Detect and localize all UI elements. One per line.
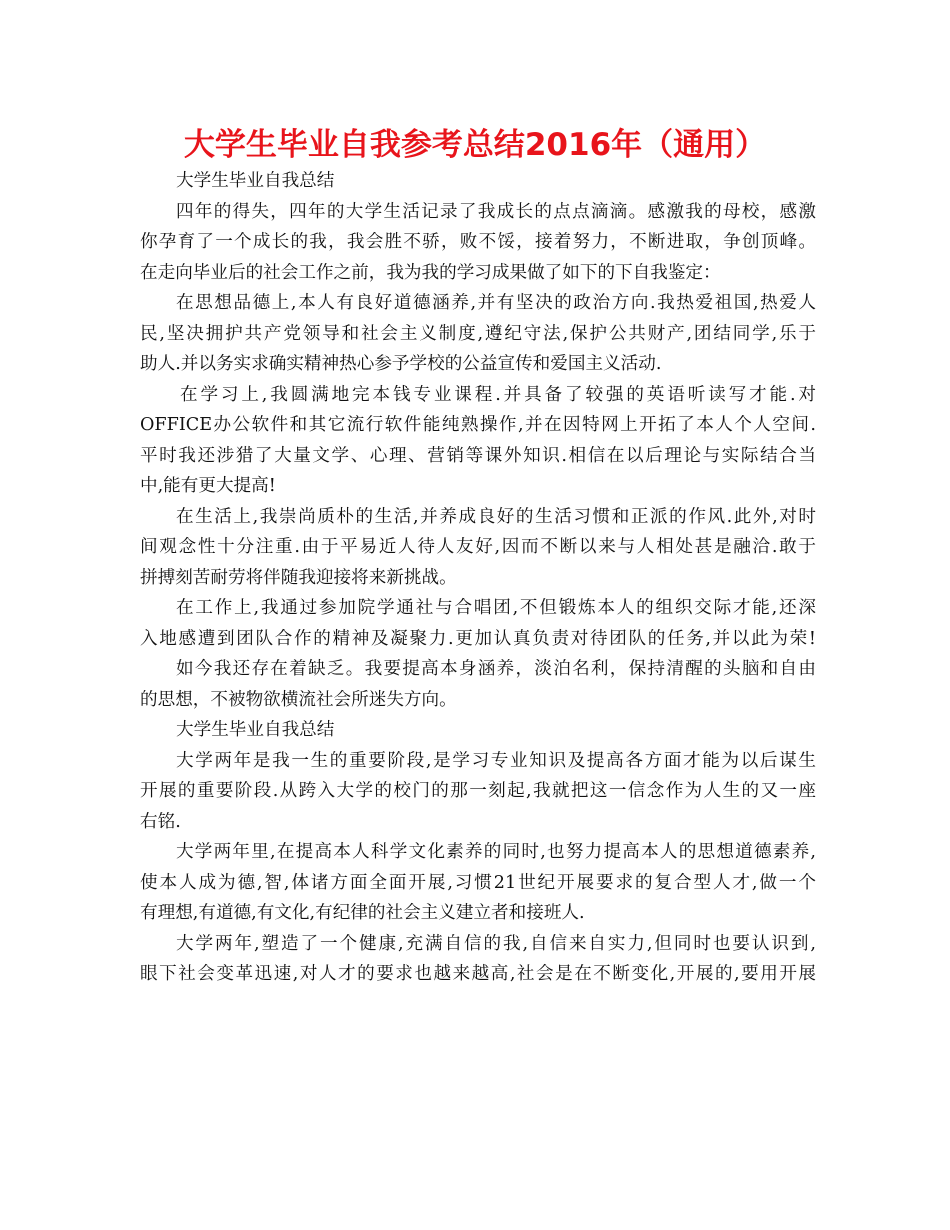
paragraph-line: 大学两年,塑造了一个健康,充满自信的我,自信来自实力,但同时也要认识到, <box>176 933 816 954</box>
paragraph-line: 中,能有更大提高! <box>140 476 276 496</box>
paragraph-line: 在思想品德上,本人有良好道德涵养,并有坚决的政治方向.我热爱祖国,热爱人 <box>176 293 816 313</box>
paragraph-line: 眼下社会变革迅速,对人才的要求也越来越高,社会是在不断变化,开展的,要用开展 <box>140 964 816 984</box>
paragraph-line: 使本人成为德,智,体诸方面全面开展,习惯21世纪开展要求的复合型人才,做一个 <box>140 872 816 893</box>
paragraph-line: 拼搏刻苦耐劳将伴随我迎接将来新挑战。 <box>140 567 457 588</box>
paragraph-line: 的思想，不被物欲横流社会所迷失方向。 <box>140 689 457 710</box>
paragraph-line: 右铭. <box>140 811 181 832</box>
paragraph-line: 在工作上,我通过参加院学通社与合唱团,不但锻炼本人的组织交际才能,还深 <box>176 598 816 618</box>
document-body <box>140 166 816 990</box>
paragraph-line: 民,坚决拥护共产党领导和社会主义制度,遵纪守法,保护公共财产,团结同学,乐于 <box>140 323 816 344</box>
paragraph-line: 在生活上,我崇尚质朴的生活,并养成良好的生活习惯和正派的作风.此外,对时 <box>176 506 816 527</box>
section-heading: 大学生毕业自我总结 <box>176 171 335 191</box>
section-heading: 大学生毕业自我总结 <box>176 720 335 740</box>
paragraph-line: 助人.并以务实求确实精神热心参予学校的公益宣传和爱国主义活动. <box>140 354 662 374</box>
paragraph-line: 大学两年里,在提高本人科学文化素养的同时,也努力提高本人的思想道德素养, <box>176 842 816 862</box>
paragraph-line: 如今我还存在着缺乏。我要提高本身涵养，淡泊名利，保持清醒的头脑和自由 <box>176 659 816 679</box>
paragraph-line: 有理想,有道德,有文化,有纪律的社会主义建立者和接班人. <box>140 903 585 923</box>
paragraph-line: 四年的得失，四年的大学生活记录了我成长的点点滴滴。感激我的母校，感激 <box>176 201 816 222</box>
paragraph-line: 在学习上,我圆满地完本钱专业课程.并具备了较强的英语听读写才能.对 <box>180 384 816 405</box>
paragraph-line: 你孕育了一个成长的我，我会胜不骄，败不馁，接着努力，不断进取，争创顶峰。 <box>140 232 816 252</box>
paragraph-line: 开展的重要阶段.从跨入大学的校门的那一刻起,我就把这一信念作为人生的又一座 <box>140 781 816 801</box>
paragraph-line: 间观念性十分注重.由于平易近人待人友好,因而不断以来与人相处甚是融洽.敢于 <box>140 537 816 557</box>
paragraph-line: 在走向毕业后的社会工作之前，我为我的学习成果做了如下的下自我鉴定： <box>140 262 721 283</box>
paragraph-line: 入地感遭到团队合作的精神及凝聚力.更加认真负责对待团队的任务,并以此为荣! <box>140 628 816 649</box>
paragraph-line: 大学两年是我一生的重要阶段,是学习专业知识及提高各方面才能为以后谋生 <box>176 750 816 771</box>
paragraph-line: OFFICE办公软件和其它流行软件能纯熟操作,并在因特网上开拓了本人个人空间. <box>140 415 816 435</box>
document-title: 大学生毕业自我参考总结2016年（通用） <box>183 127 767 163</box>
paragraph-line: 平时我还涉猎了大量文学、心理、营销等课外知识.相信在以后理论与实际结合当 <box>140 445 816 466</box>
